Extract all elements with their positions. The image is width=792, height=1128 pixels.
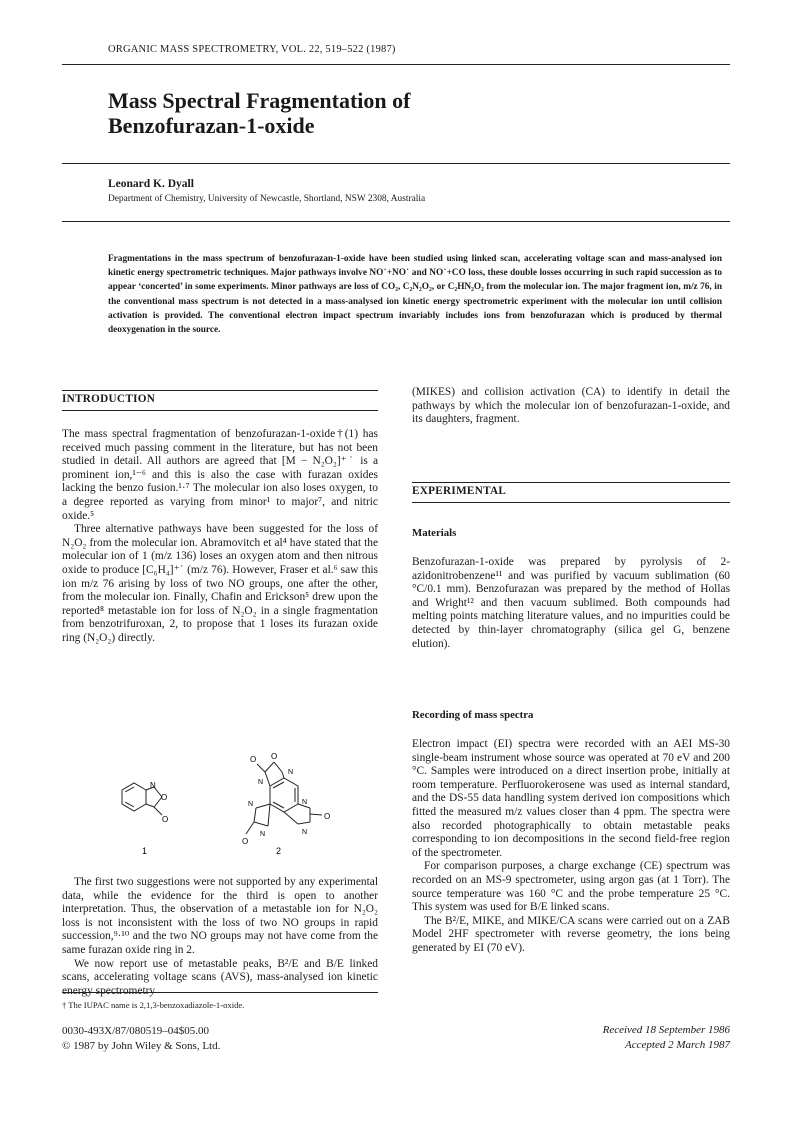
footnote-rule [62,992,378,993]
materials-heading: Materials [412,527,457,539]
intro-rule-bottom [62,410,378,411]
accepted-date: Accepted 2 March 1987 [625,1039,730,1051]
structure-figure [110,742,360,864]
received-dates [490,1023,730,1053]
recording-paragraph-2: For comparison purposes, a charge exchange (CE) spectrum was recorded on an MS-9 spectrometer, using argon gas (at 1 Torr). The source temperature was 160 °C and the probe temperature 25 °C. This system was used for B/E linked scans. [412,860,730,914]
title-line-1: Mass Spectral Fragmentation of [108,88,411,113]
publication-info [62,1024,220,1054]
atom-label: O [242,837,249,846]
intro-text [62,428,378,646]
paper-title [108,88,668,138]
received-date: Received 18 September 1986 [602,1024,730,1036]
abstract: Fragmentations in the mass spectrum of benzofurazan-1-oxide have been studied using linked scan, accelerating voltage scan and mass-analysed ion kinetic energy spectrometric techniques. Major pathways involve NO˙+NO˙ and NO˙+CO loss, these double losses occurring in such rapid succession as to appear ‘concerted’ in some experiments. Minor pathways are loss of CO₂, C₂N₂O₂, or C₂HN₂O₂ from the molecular ion. The major fragment ion, m/z 76, in the conventional mass spectrum is not detected in a mass-analysed ion kinetic energy spectrometric experiment with the molecular ion until collision activation is provided. The conventional electron impact spectrum invariably includes ions from benzofurazan which is produced by thermal deoxygenation in the source. [108,254,722,336]
intro-paragraph-2: Three alternative pathways have been suggested for the loss of N₂O₂ from the molecular ion. Abramovitch et al⁴ have stated that the molecular ion of 1 (m/z 136) loses an oxygen atom and then nitrous oxide to produce [C₆H₄]⁺˙ (m/z 76). However, Fraser et al.⁶ saw this ion m/z 76 arising by loss of two NO groups, one after the other, from the molecular ion. Finally, Chafin and Erickson⁵ drew upon the reported⁸ metastable ion for loss of N₂O₂ in a single fragmentation from benzotrifuroxan, 2, to propose that 1 loses its furazan oxide ring (N₂O₂) directly. [62,523,378,644]
experimental-rule-bottom [412,502,730,503]
atom-label: N [260,831,266,838]
atom-label: N [302,829,308,836]
atom-label: N [258,779,264,786]
atom-label: N [302,799,308,806]
experimental-rule-top [412,482,730,483]
recording-paragraph-1: Electron impact (EI) spectra were recorded with an AEI MS-30 single-beam instrument whose source was operated at 70 eV and 200 °C. Samples were introduced on a direct insertion probe, initially at room temperature. Perfluorokerosene was used as internal standard, and the DS-55 data handling system derived ion compositions which fitted the measured m/z values closer than 4 ppm. The spectra were also recorded photographically to obtain metastable peaks corresponding to ion decompositions in the second field-free region of the spectrometer. [412,738,730,859]
publication-code: 0030-493X/87/080519–04$05.00 [62,1025,209,1037]
footnote: † The IUPAC name is 2,1,3-benzoxadiazole-1-oxide. [62,1000,245,1010]
author-affiliation: Department of Chemistry, University of Newcastle, Shortland, NSW 2308, Australia [108,194,426,204]
atom-label: O [271,752,278,761]
atom-label: O [161,793,168,802]
intro-paragraph-1: The mass spectral fragmentation of benzofurazan-1-oxide†(1) has received much passing comment in the literature, but has not been studied in detail. All authors are agreed that [M − N₂O₂]⁺˙ is a prominent ion,¹⁻⁶ and this is also the case with furazan oxides lacking the benzo fusion.¹·⁷ The molecular ion also loses oxygen, to a degree reported as varying from minor¹ to major⁷, and nitric oxide.⁵ [62,428,378,522]
intro-continuation: (MIKES) and collision activation (CA) to identify in detail the pathways by which the molecular ion of benzofurazan-1-oxide, and its daughters, fragment. [412,386,730,426]
recording-text [412,738,730,956]
copyright-notice: © 1987 by John Wiley & Sons, Ltd. [62,1040,221,1052]
structure-1 [122,783,162,815]
atom-label: N [150,781,156,790]
atom-label: O [250,755,257,764]
intro-text-continued [62,876,378,998]
experimental-heading: EXPERIMENTAL [412,485,507,497]
intro-paragraph-3: The first two suggestions were not supported by any experimental data, while the evidence for the third is open to another interpretation. Thus, the observation of a metastable ion for N₂O₂ loss is not inconsistent with the loss of two NO groups in rapid succession,⁹·¹⁰ and the two NO groups may not have come from the same furazan oxide ring in 2. [62,876,378,956]
title-line-2: Benzofurazan-1-oxide [108,113,315,138]
running-head: ORGANIC MASS SPECTROMETRY, VOL. 22, 519–522 (1987) [108,44,396,55]
atom-label: N [288,769,294,776]
materials-paragraph: Benzofurazan-1-oxide was prepared by pyrolysis of 2-azidonitrobenzene¹¹ and was purified by vacuum sublimation (60 °C/0.1 mm). Benzofurazan was prepared by the method of Hollas and Wright¹² and then vacuum sublimed. Both compounds had melting points matching literature values, and no impurities could be detected by thin-layer chromatography (silica gel G, benzene elution). [412,556,730,650]
atom-label: N [248,801,254,808]
header-rule [62,64,730,65]
compound-label-2: 2 [276,846,282,856]
title-rule [62,163,730,164]
structure-2 [246,762,322,834]
compound-label-1: 1 [142,846,148,856]
intro-paragraph-4: We now report use of metastable peaks, B²/E and B/E linked scans, accelerating voltage scans (AVS), mass-analysed ion kinetic energy spectrometry [62,957,378,997]
atom-label: O [162,815,169,824]
recording-paragraph-3: The B²/E, MIKE, and MIKE/CA scans were carried out on a ZAB Model 2HF spectrometer with reverse geometry, the ions being generated by EI (70 eV). [412,914,730,954]
intro-heading: INTRODUCTION [62,393,156,405]
author-name: Leonard K. Dyall [108,178,194,190]
intro-rule-top [62,390,378,391]
recording-heading: Recording of mass spectra [412,709,534,721]
atom-label: O [324,812,331,821]
affiliation-rule [62,221,730,222]
